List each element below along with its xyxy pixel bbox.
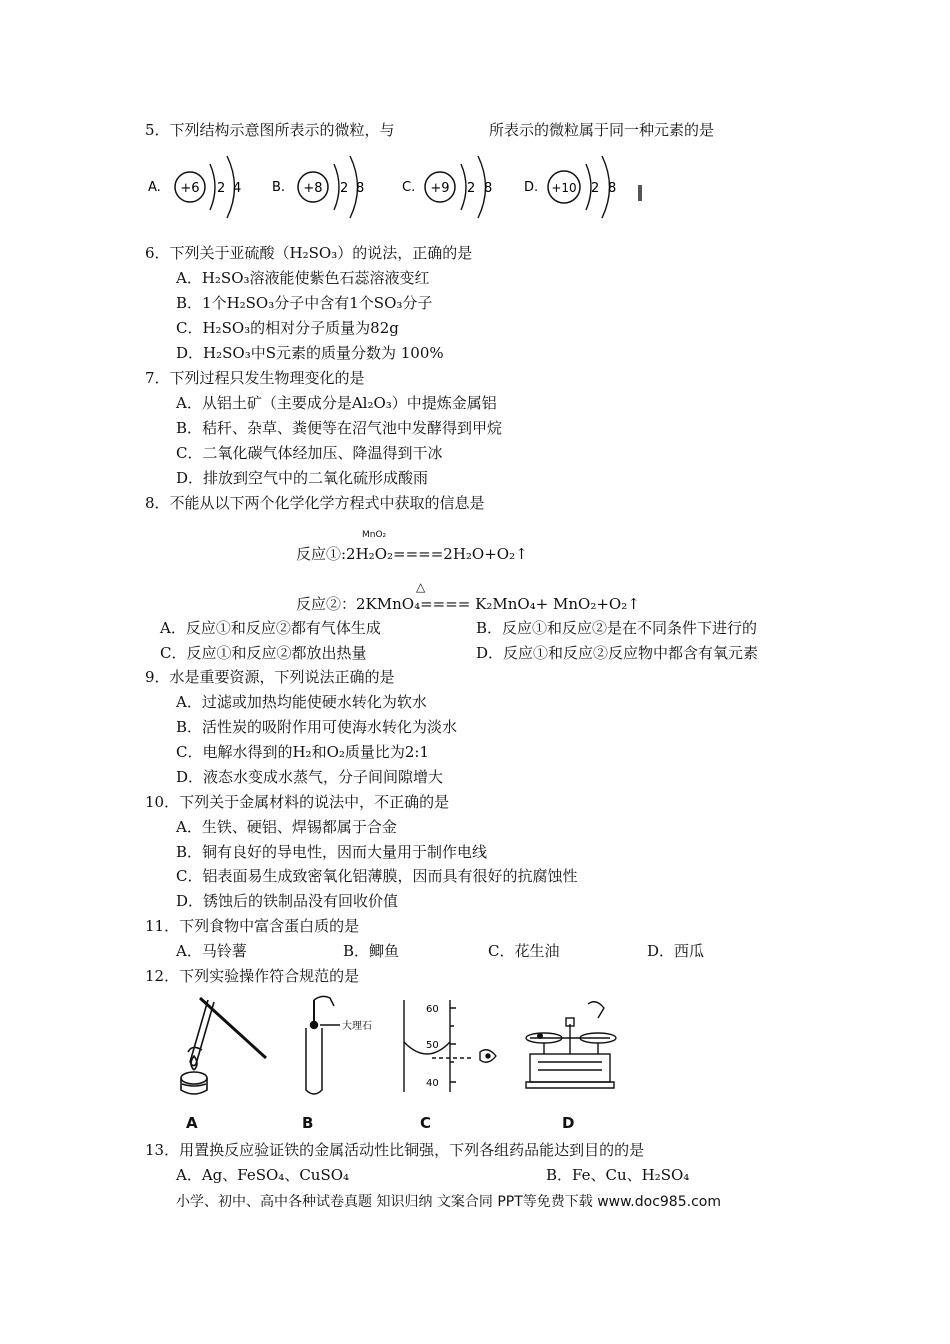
q8-heat-symbol: △ [416, 580, 426, 594]
q6-option-a: A．H₂SO₃溶液能使紫色石蕊溶液变红 [176, 269, 430, 287]
atom-b-shell1: 2 [340, 181, 349, 196]
q5-stem-part1: 5．下列结构示意图所表示的微粒，与 [145, 121, 395, 139]
q6-option-b: B．1个H₂SO₃分子中含有1个SO₃分子 [176, 294, 433, 312]
apparatus-label-b: B [302, 1114, 314, 1132]
atom-a-nucleus: +6 [180, 181, 200, 196]
apparatus-label-a: A [186, 1114, 198, 1132]
q8-stem: 8．不能从以下两个化学化学方程式中获取的信息是 [145, 494, 485, 512]
q9-stem: 9．水是重要资源，下列说法正确的是 [145, 668, 395, 686]
q10-option-d: D．锈蚀后的铁制品没有回收价值 [176, 892, 399, 910]
q9-option-d: D．液态水变成水蒸气，分子间间隙增大 [176, 768, 444, 786]
q7-option-d: D．排放到空气中的二氧化硫形成酸雨 [176, 469, 429, 487]
q9-option-a: A．过滤或加热均能使硬水转化为软水 [176, 693, 427, 711]
q8-option-a: A．反应①和反应②都有气体生成 [160, 619, 381, 637]
q11-option-d: D．西瓜 [647, 942, 705, 960]
atom-c-shell2: 8 [484, 181, 493, 196]
q11-option-c: C．花生油 [488, 942, 560, 960]
apparatus-b-marble-test-tube [292, 992, 402, 1102]
q11-option-a: A．马铃薯 [176, 942, 247, 960]
q8-option-b: B．反应①和反应②是在不同条件下进行的 [476, 619, 758, 637]
atom-diagram-a [148, 156, 241, 218]
q6-stem: 6．下列关于亚硫酸（H₂SO₃）的说法，正确的是 [145, 244, 473, 262]
atom-c-nucleus: +9 [430, 181, 450, 196]
marble-label: 大理石 [342, 1021, 372, 1032]
q8-reaction-2: 反应②：2KMnO₄==== K₂MnO₄+ MnO₂+O₂↑ [296, 595, 640, 613]
atom-c-shell1: 2 [467, 181, 476, 196]
atom-diagram-d [524, 156, 616, 218]
q7-option-c: C．二氧化碳气体经加压、降温得到干冰 [176, 444, 443, 462]
q10-option-c: C．铝表面易生成致密氧化铝薄膜，因而具有很好的抗腐蚀性 [176, 867, 578, 885]
atom-d-letter: D. [524, 180, 539, 195]
atom-b-nucleus: +8 [303, 181, 323, 196]
atom-c-letter: C. [402, 180, 416, 195]
atom-diagram-b [272, 156, 364, 218]
atom-d-shell1: 2 [591, 181, 600, 196]
q12-stem: 12．下列实验操作符合规范的是 [145, 967, 360, 985]
apparatus-a-heating-test-tube [168, 992, 278, 1102]
apparatus-label-d: D [562, 1114, 575, 1132]
atom-a-shell1: 2 [217, 181, 226, 196]
q10-option-a: A．生铁、硬铝、焊锡都属于合金 [176, 818, 397, 836]
q7-stem: 7．下列过程只发生物理变化的是 [145, 369, 365, 387]
q7-option-a: A．从铝土矿（主要成分是Al₂O₃）中提炼金属铝 [176, 394, 497, 412]
apparatus-label-c: C [420, 1114, 432, 1132]
footer-download-note: 小学、初中、高中各种试卷真题 知识归纳 文案合同 PPT等免费下载 www.doc985.com [176, 1194, 721, 1210]
q8-catalyst: MnO₂ [362, 530, 387, 540]
q11-option-b: B．鲫鱼 [343, 942, 400, 960]
q10-stem: 10．下列关于金属材料的说法中，不正确的是 [145, 793, 450, 811]
q9-option-b: B．活性炭的吸附作用可使海水转化为淡水 [176, 718, 458, 736]
cylinder-tick-50: 50 [426, 1040, 439, 1051]
q8-reaction-1: 反应①:2H₂O₂====2H₂O+O₂↑ [296, 545, 528, 563]
apparatus-c-graduated-cylinder [396, 996, 506, 1100]
atom-b-letter: B. [272, 180, 286, 195]
q6-option-c: C．H₂SO₃的相对分子质量为82g [176, 319, 399, 337]
q5-stem-part2: 所表示的微粒属于同一种元素的是 [489, 121, 715, 139]
q5-atom-diagrams [140, 150, 660, 230]
q10-option-b: B．铜有良好的导电性，因而大量用于制作电线 [176, 843, 488, 861]
atom-a-letter: A. [148, 180, 161, 195]
atom-a-shell2: 4 [233, 181, 242, 196]
q7-option-b: B．秸秆、杂草、粪便等在沼气池中发酵得到甲烷 [176, 419, 503, 437]
atom-diagram-c [402, 156, 492, 218]
q6-option-d: D．H₂SO₃中S元素的质量分数为 100% [176, 344, 444, 362]
apparatus-d-balance [518, 994, 628, 1094]
q13-option-a: A．Ag、FeSO₄、CuSO₄ [176, 1166, 350, 1184]
q8-option-c: C．反应①和反应②都放出热量 [160, 644, 367, 662]
cylinder-tick-40: 40 [426, 1078, 439, 1089]
q13-stem: 13．用置换反应验证铁的金属活动性比铜强，下列各组药品能达到目的的是 [145, 1141, 645, 1159]
cylinder-tick-60: 60 [426, 1004, 439, 1015]
q8-option-d: D．反应①和反应②反应物中都含有氧元素 [476, 644, 759, 662]
q9-option-c: C．电解水得到的H₂和O₂质量比为2:1 [176, 743, 430, 761]
q13-option-b: B．Fe、Cu、H₂SO₄ [546, 1166, 690, 1184]
atom-b-shell2: 8 [356, 181, 365, 196]
q11-stem: 11．下列食物中富含蛋白质的是 [145, 917, 360, 935]
atom-d-nucleus: +10 [551, 181, 577, 195]
atom-d-shell2: 8 [608, 181, 617, 196]
